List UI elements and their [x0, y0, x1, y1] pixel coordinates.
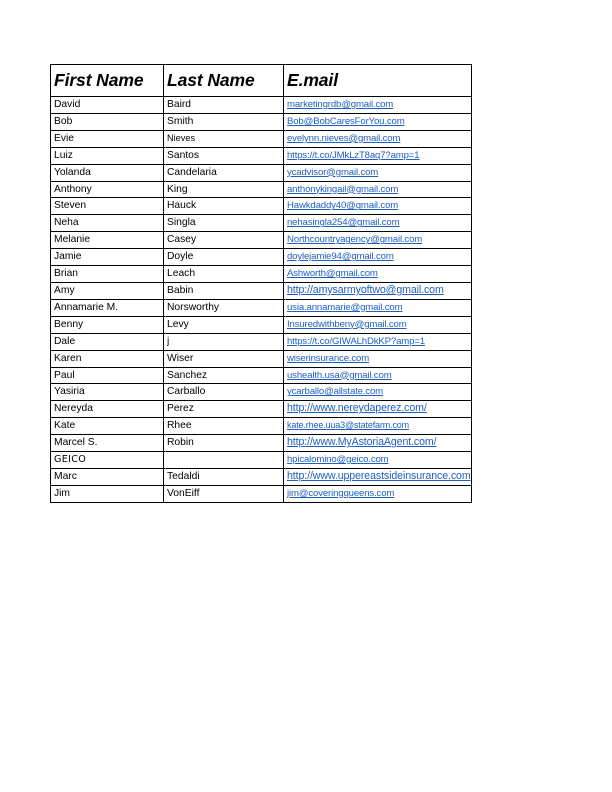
cell-first-name: Steven [51, 198, 164, 215]
cell-first-name: Marcel S. [51, 435, 164, 452]
cell-first-name: Dale [51, 333, 164, 350]
email-link[interactable]: http://www.MyAstoriaAgent.com/ [287, 436, 437, 449]
cell-email [284, 367, 472, 384]
cell-last-name [164, 452, 284, 469]
cell-first-name: Yasiria [51, 384, 164, 401]
table-row [51, 418, 472, 435]
email-link[interactable]: https://t.co/GIWALhDkKP?amp=1 [287, 335, 425, 347]
cell-email [284, 282, 472, 299]
cell-first-name: Marc [51, 468, 164, 485]
email-link[interactable]: kate.rhee.uua3@statefarm.com [287, 420, 409, 431]
table-row [51, 333, 472, 350]
table-row [51, 215, 472, 232]
cell-email [284, 249, 472, 266]
table-row [51, 97, 472, 114]
email-link[interactable]: Northcountryagency@gmail.com [287, 234, 423, 246]
table-row [51, 147, 472, 164]
table-header-row [51, 65, 472, 97]
email-link[interactable]: ycadvisor@gmail.com [287, 166, 379, 178]
table-row [51, 282, 472, 299]
email-link[interactable]: evelynn.nieves@gmail.com [287, 132, 401, 144]
email-link[interactable]: usia.annamarie@gmail.com [287, 301, 403, 313]
table-row [51, 198, 472, 215]
cell-email [284, 468, 472, 485]
table-row [51, 130, 472, 147]
cell-email [284, 418, 472, 435]
cell-email [284, 299, 472, 316]
cell-last-name: Levy [164, 316, 284, 333]
cell-email [284, 181, 472, 198]
cell-email [284, 215, 472, 232]
table-row [51, 452, 472, 469]
contacts-table [50, 64, 472, 503]
table-row [51, 181, 472, 198]
email-link[interactable]: ushealth.usa@gmail.com [287, 369, 392, 381]
email-link[interactable]: nehasingla254@gmail.com [287, 217, 400, 229]
email-link[interactable]: anthonykingail@gmail.com [287, 183, 399, 195]
cell-email [284, 401, 472, 418]
cell-email [284, 232, 472, 249]
cell-first-name: Bob [51, 113, 164, 130]
email-link[interactable]: wiserinsurance.com [287, 352, 370, 364]
cell-last-name: Perez [164, 401, 284, 418]
cell-first-name: Jamie [51, 249, 164, 266]
cell-last-name: Doyle [164, 249, 284, 266]
cell-email [284, 316, 472, 333]
table-body [51, 97, 472, 503]
cell-first-name: Benny [51, 316, 164, 333]
table-row [51, 113, 472, 130]
cell-last-name: Smith [164, 113, 284, 130]
cell-last-name: VonEiff [164, 485, 284, 502]
cell-first-name: Annamarie M. [51, 299, 164, 316]
cell-email [284, 97, 472, 114]
email-link[interactable]: ycarballo@allstate.com [287, 386, 384, 398]
email-link[interactable]: Insuredwithbeny@gmail.com [287, 318, 407, 330]
cell-last-name: Wiser [164, 350, 284, 367]
cell-last-name: Casey [164, 232, 284, 249]
table-row [51, 249, 472, 266]
table-row [51, 485, 472, 502]
table-row [51, 401, 472, 418]
cell-first-name: Luiz [51, 147, 164, 164]
table-row [51, 164, 472, 181]
column-header-last-name: Last Name [164, 65, 284, 97]
table-row [51, 316, 472, 333]
email-link[interactable]: http://www.nereydaperez.com/ [287, 402, 427, 415]
cell-first-name: Jim [51, 485, 164, 502]
cell-email [284, 266, 472, 283]
email-link[interactable]: http://amysarmyoftwo@gmail.com [287, 283, 444, 296]
cell-email [284, 164, 472, 181]
cell-first-name: Anthony [51, 181, 164, 198]
cell-last-name: Sanchez [164, 367, 284, 384]
email-link[interactable]: doylejamie94@gmail.com [287, 251, 394, 263]
cell-email [284, 198, 472, 215]
cell-email [284, 113, 472, 130]
cell-email [284, 452, 472, 469]
cell-email [284, 350, 472, 367]
email-link[interactable]: Ashworth@gmail.com [287, 268, 378, 280]
cell-email [284, 485, 472, 502]
table-row [51, 266, 472, 283]
cell-email [284, 333, 472, 350]
table-row [51, 468, 472, 485]
cell-last-name: Robin [164, 435, 284, 452]
cell-email [284, 147, 472, 164]
cell-last-name: Leach [164, 266, 284, 283]
cell-last-name: King [164, 181, 284, 198]
cell-last-name: Babin [164, 282, 284, 299]
cell-first-name: Karen [51, 350, 164, 367]
email-link[interactable]: hpicalomino@geico.com [287, 454, 389, 466]
column-header-email: E.mail [284, 65, 472, 97]
table-row [51, 299, 472, 316]
column-header-first-name: First Name [51, 65, 164, 97]
cell-last-name: Baird [164, 97, 284, 114]
cell-first-name: Amy [51, 282, 164, 299]
cell-email [284, 435, 472, 452]
cell-first-name: Neha [51, 215, 164, 232]
cell-first-name: Evie [51, 130, 164, 147]
table-row [51, 350, 472, 367]
cell-email [284, 130, 472, 147]
cell-last-name: j [164, 333, 284, 350]
cell-first-name: Melanie [51, 232, 164, 249]
cell-first-name: Nereyda [51, 401, 164, 418]
cell-email [284, 384, 472, 401]
cell-last-name: Candelaria [164, 164, 284, 181]
table-row [51, 367, 472, 384]
cell-last-name: Carballo [164, 384, 284, 401]
cell-last-name: Nieves [164, 130, 284, 147]
table-row [51, 435, 472, 452]
cell-last-name: Rhee [164, 418, 284, 435]
email-link[interactable]: Hawkdaddy40@gmail.com [287, 200, 399, 212]
cell-first-name: Kate [51, 418, 164, 435]
email-link[interactable]: http://www.uppereastsideinsurance.com [287, 469, 471, 482]
cell-first-name: Yolanda [51, 164, 164, 181]
cell-first-name: GEICO [51, 452, 164, 469]
table-row [51, 232, 472, 249]
cell-first-name: David [51, 97, 164, 114]
cell-last-name: Santos [164, 147, 284, 164]
table-row [51, 384, 472, 401]
cell-first-name: Brian [51, 266, 164, 283]
email-link[interactable]: Bob@BobCaresForYou.com [287, 115, 405, 127]
email-link[interactable]: jim@coveringqueens.com [287, 487, 395, 499]
cell-last-name: Singla [164, 215, 284, 232]
cell-last-name: Hauck [164, 198, 284, 215]
cell-first-name: Paul [51, 367, 164, 384]
email-link[interactable]: https://t.co/JMkLzT8aq7?amp=1 [287, 149, 420, 161]
cell-last-name: Tedaldi [164, 468, 284, 485]
cell-last-name: Norsworthy [164, 299, 284, 316]
email-link[interactable]: marketingrdb@gmail.com [287, 99, 394, 110]
